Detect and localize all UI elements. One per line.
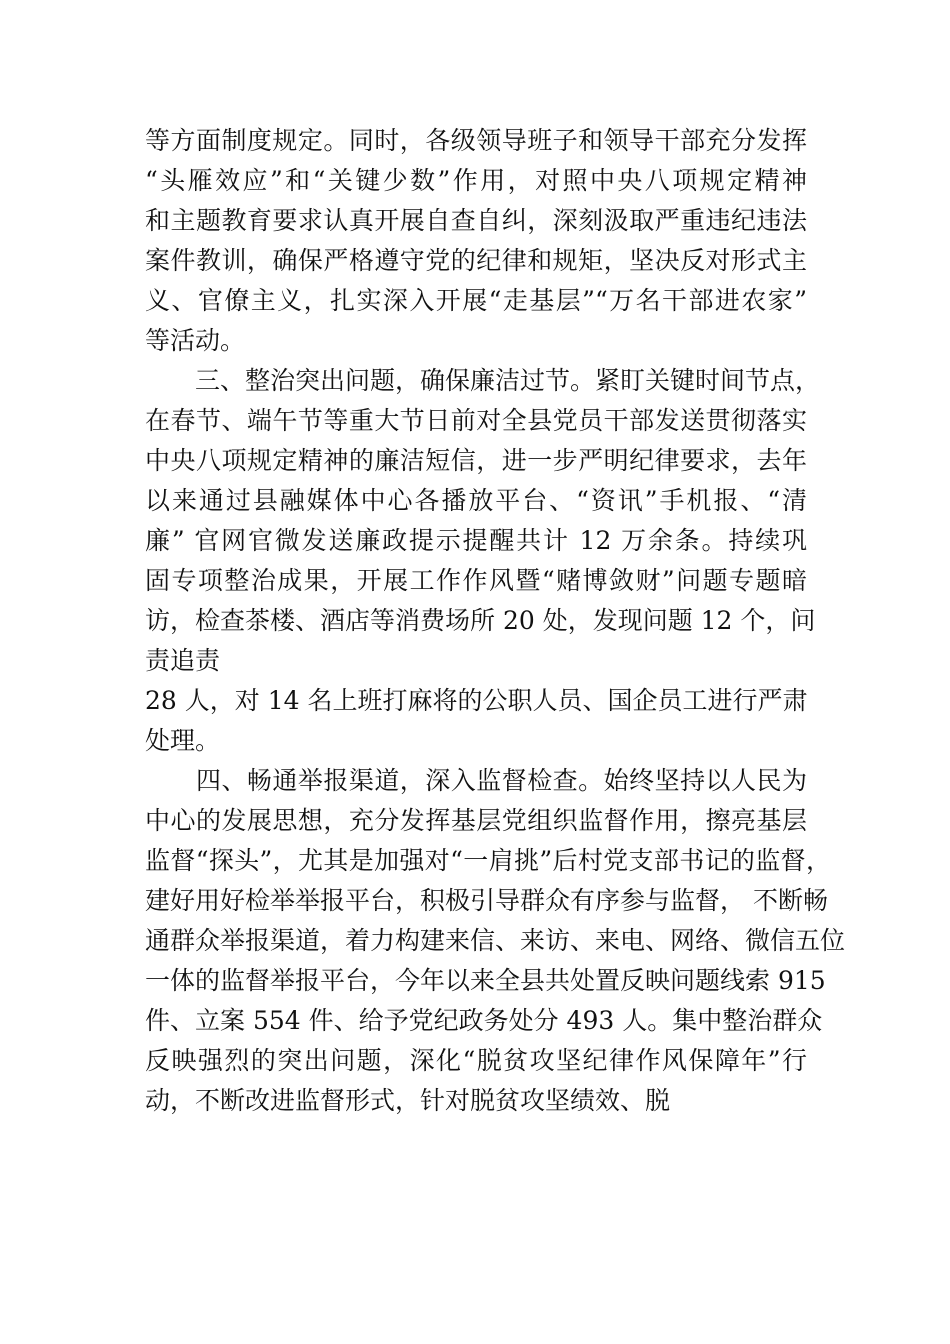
text-line: “头雁效应”和“关键少数”作用，对照中央八项规定精神 xyxy=(145,166,807,195)
text-line: 件、立案 554 件、给予党纪政务处分 493 人。集中整治群众 xyxy=(145,1006,823,1035)
text-line: 等方面制度规定。同时，各级领导班子和领导干部充分发挥 xyxy=(145,126,807,155)
text-line: 28 人，对 14 名上班打麻将的公职人员、国企员工进行严肃 xyxy=(145,686,808,715)
text-line: 中心的发展思想，充分发挥基层党组织监督作用，擦亮基层 xyxy=(145,806,807,835)
text-line: 案件教训，确保严格遵守党的纪律和规矩，坚决反对形式主 xyxy=(145,246,807,275)
text-line: 等活动。 xyxy=(145,326,246,355)
text-line: 访，检查茶楼、酒店等消费场所 20 处，发现问题 12 个，问 xyxy=(145,606,816,635)
text-line: 和主题教育要求认真开展自查自纠，深刻汲取严重违纪违法 xyxy=(145,206,807,235)
text-line: 以来通过县融媒体中心各播放平台、“资讯”手机报、“清 xyxy=(145,486,807,515)
text-line: 义、官僚主义，扎实深入开展“走基层”“万名干部进农家” xyxy=(145,286,807,315)
text-line: 在春节、端午节等重大节日前对全县党员干部发送贯彻落实 xyxy=(145,406,807,435)
text-line: 建好用好检举举报平台，积极引导群众有序参与监督， 不断畅 xyxy=(145,886,828,915)
text-line: 固专项整治成果，开展工作作风暨“赌博敛财”问题专题暗 xyxy=(145,566,807,595)
document-body xyxy=(145,121,846,1121)
text-line: 处理。 xyxy=(145,726,221,755)
text-line: 中央八项规定精神的廉洁短信，进一步严明纪律要求，去年 xyxy=(145,446,807,475)
text-line: 通群众举报渠道，着力构建来信、来访、来电、网络、微信五位 xyxy=(145,926,846,955)
text-line: 反映强烈的突出问题，深化“脱贫攻坚纪律作风保障年”行 xyxy=(145,1046,807,1075)
text-line: 动，不断改进监督形式，针对脱贫攻坚绩效、脱 xyxy=(145,1086,671,1115)
text-line: 一体的监督举报平台，今年以来全县共处置反映问题线索 915 xyxy=(145,966,826,995)
text-line: 监督“探头”，尤其是加强对“一肩挑”后村党支部书记的监督， xyxy=(145,846,831,875)
text-line: 四、畅通举报渠道，深入监督检查。始终坚持以人民为 xyxy=(145,766,807,795)
text-line: 责追责 xyxy=(145,646,221,675)
text-line: 三、整治突出问题，确保廉洁过节。紧盯关键时间节点， xyxy=(145,366,821,395)
text-line: 廉” 官网官微发送廉政提示提醒共计 12 万余条。持续巩 xyxy=(145,526,807,555)
